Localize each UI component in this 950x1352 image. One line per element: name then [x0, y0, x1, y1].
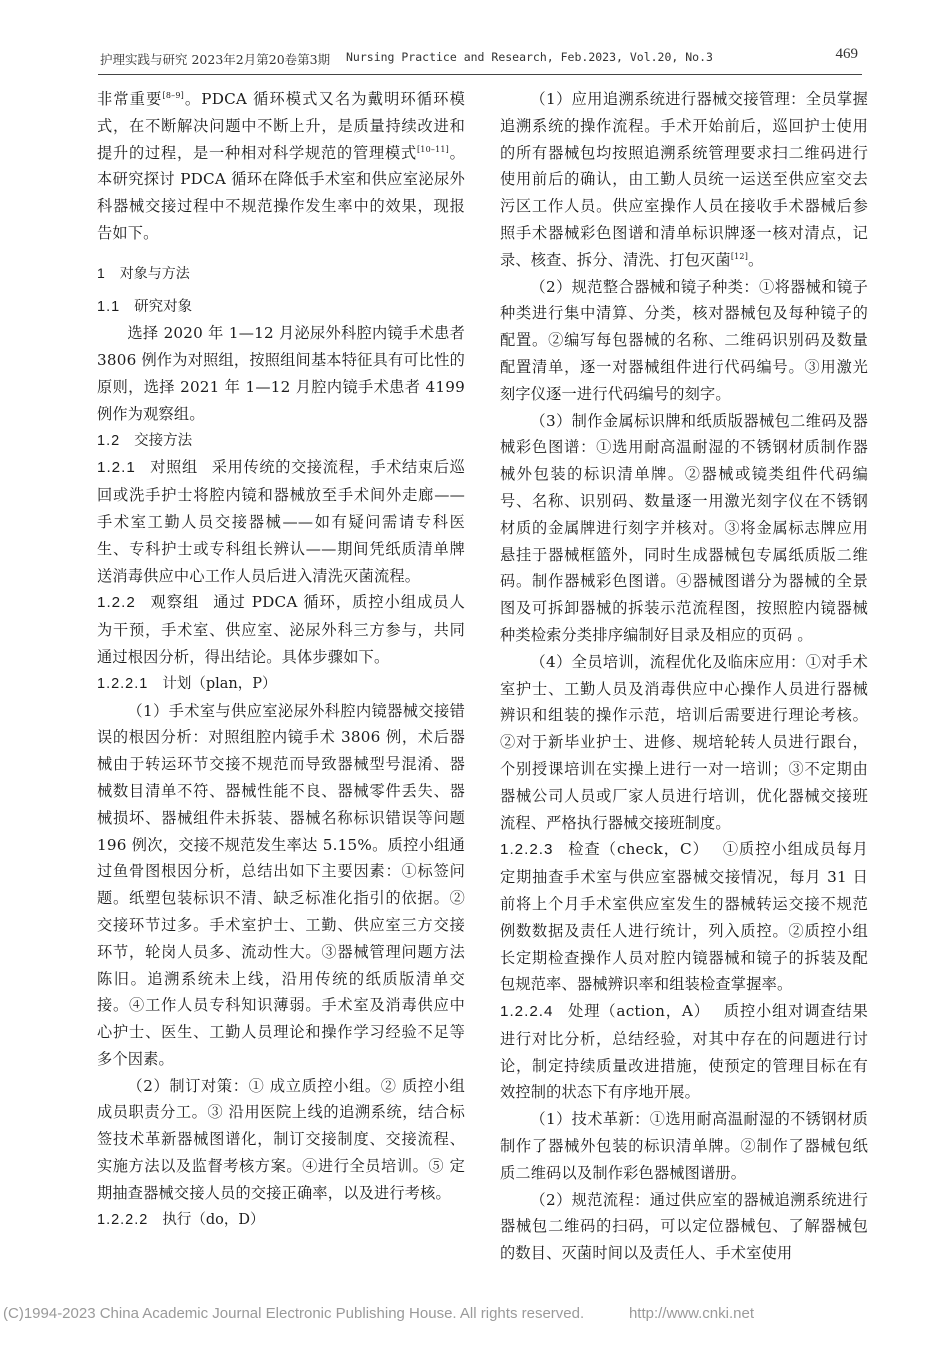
- observation-group-paragraph: 1.2.2 观察组 通过 PDCA 循环，质控小组成员人为干预，手术室、供应室、泌尿外科三方参与，共同通过根因分析，得出结论。具体步骤如下。: [97, 593, 465, 666]
- citation-12[interactable]: [12]: [730, 251, 749, 261]
- header-rule: [98, 74, 862, 75]
- citation-10-11[interactable]: [10–11]: [416, 144, 449, 154]
- left-column: [97, 86, 465, 1233]
- subsection-heading-1-2: 1.2 交接方法: [97, 432, 193, 449]
- do-standardize-paragraph: （2）规范整合器械和镜子种类：①将器械和镜子种类进行集中清算、分类，核对器械包及每种镜子的配置。②编写每包器械的名称、二维码识别码及数量配置清单，逐一对器械组件进行代码编号。③用激光刻字仪逐一进行代码编号的刻字。: [500, 277, 868, 403]
- plan-countermeasures-paragraph: （2）制订对策：① 成立质控小组。② 质控小组成员职责分工。③ 沿用医院上线的追溯系统，结合标签技术革新器械图谱化，制订交接制度、交接流程、实施方法以及监督考核方案。④进行全员培训。⑤ 定期抽查器械交接人员的交接正确率，以及进行考核。: [97, 1076, 465, 1202]
- check-paragraph: 1.2.2.3 检查（check，C） ①质控小组成员每月定期抽查手术室与供应室器械交接情况，每月 31 日前将上个月手术室供应室发生的器械转运交接不规范例数数据及责任人进行统计，列入质控。②质控小组长定期检查操作人员对腔内镜器械和镜子的拆装及配包规范率、器械辨识率和组装检查掌握率。: [500, 840, 868, 994]
- cnki-link[interactable]: http://www.cnki.net: [628, 1305, 754, 1322]
- control-group-paragraph: 1.2.1 对照组 采用传统的交接流程，手术结束后巡回或洗手护士将腔内镜和器械放至手术间外走廊——手术室工勤人员交接器械——如有疑问需请专科医生、专科护士或专科组长辨认——期间凭纸质清单牌送消毒供应中心工作人员后进入清洗灭菌流程。: [97, 458, 465, 585]
- subsection-heading-1-1: 1.1 研究对象: [97, 298, 193, 315]
- right-column: [500, 86, 868, 1267]
- copyright-notice: (C)1994-2023 China Academic Journal Electronic Publishing House. All rights reserved.: [3, 1305, 585, 1322]
- action-tech-paragraph: （1）技术革新：①选用耐高温耐湿的不锈钢材质制作了器械外包装的标识清单牌。②制作了器械包纸质二维码以及制作彩色器械图谱册。: [500, 1110, 868, 1182]
- do-training-paragraph: （4）全员培训，流程优化及临床应用：①对手术室护士、工勤人员及消毒供应中心操作人员进行器械辨识和组装的操作示范，培训后需要进行理论考核。②对于新毕业护士、进修、规培轮转人员进行跟台，个别授课培训在实操上进行一对一培训；③不定期由器械公司人员或厂家人员进行培训，优化器械交接班流程、严格执行器械交接班制度。: [500, 652, 868, 832]
- plan-root-cause-paragraph: （1）手术室与供应室泌尿外科腔内镜器械交接错误的根因分析：对照组腔内镜手术 3806 例，术后器械由于转运环节交接不规范而导致器械型号混淆、器械数目清单不符、器械性能不良、器械零件丢失、器械损坏、器械组件未拆装、器械名称标识错误等问题 196 例次，交接不规范发生率达 5.15%。质控小组通过鱼骨图根因分析，总结出如下主要因素：①标签问题。纸塑包装标识不清、缺乏标准化指引的依据。②交接环节过多。手术室护士、工勤、供应室三方交接环节，轮岗人员多、流动性大。③器械管理问题方法陈旧。追溯系统未上线，沿用传统的纸质版清单交接。④工作人员专科知识薄弱。手术室及消毒供应中心护士、医生、工勤人员理论和操作学习经验不足等多个因素。: [97, 701, 465, 1068]
- do-tracing-paragraph: （1）应用追溯系统进行器械交接管理：全员掌握追溯系统的操作流程。手术开始前后，巡回护士使用的所有器械包均按照追溯系统管理要求扫二维码进行使用前后的确认，由工勤人员统一运送至供应室交去污区工作人员。供应室操作人员在接收手术器械后参照手术器械彩色图谱和清单标识牌逐一核对清点，记录、核查、拆分、清洗、打包灭菌[12]。: [500, 90, 868, 269]
- journal-title-en: Nursing Practice and Research, Feb.2023, Vol.20, No.3: [346, 50, 713, 64]
- action-paragraph: 1.2.2.4 处理（action，A） 质控小组对调查结果进行对比分析，总结经验，对其中存在的问题进行讨论，制定持续质量改进措施，使预定的管理目标在有效控制的状态下有序地开展。: [500, 1002, 868, 1102]
- subsection-heading-do: 1.2.2.2 执行（do，D）: [97, 1211, 265, 1228]
- subsection-heading-plan: 1.2.2.1 计划（plan，P）: [97, 675, 277, 692]
- citation-8-9[interactable]: [8–9]: [162, 91, 184, 100]
- journal-title-cn: 护理实践与研究 2023年2月第20卷第3期: [100, 52, 331, 67]
- footer: [0, 1305, 950, 1327]
- page-number: 469: [835, 46, 858, 62]
- do-labels-paragraph: （3）制作金属标识牌和纸质版器械包二维码及器械彩色图谱：①选用耐高温耐湿的不锈钢材质制作器械外包装的标识清单牌。②器械或镜类组件代码编号、名称、识别码、数量逐一用激光刻字仪在不锈钢材质的金属牌进行刻字并核对。③将金属标志牌应用悬挂于器械框篮外，同时生成器械包专属纸质版二维码。制作器械彩色图谱。④器械图谱分为器械的全景图及可拆卸器械的拆装示范流程图，按照腔内镜器械种类检索分类排序编制好目录及相应的页码 。: [500, 411, 868, 644]
- intro-paragraph: 非常重要[8–9]。PDCA 循环模式又名为戴明环循环模式，在不断解决问题中不断上升，是质量持续改进和提升的过程，是一种相对科学规范的管理模式[10–11]。本研究探讨 PDCA 循环在降低手术室和供应室泌尿外科器械交接过程中不规范操作发生率中的效果，现报告如下。: [97, 90, 465, 242]
- action-process-paragraph: （2）规范流程：通过供应室的器械追溯系统进行器械包二维码的扫码，可以定位器械包、了解器械包的数目、灭菌时间以及责任人、手术室使用: [500, 1190, 868, 1263]
- running-header: [100, 46, 862, 74]
- section-heading-1: 1 对象与方法: [97, 264, 190, 282]
- subjects-paragraph: 选择 2020 年 1—12 月泌尿外科腔内镜手术患者 3806 例作为对照组，按照组间基本特征具有可比性的原则，选择 2021 年 1—12 月腔内镜手术患者 4199 例作为观察组。: [97, 324, 465, 423]
